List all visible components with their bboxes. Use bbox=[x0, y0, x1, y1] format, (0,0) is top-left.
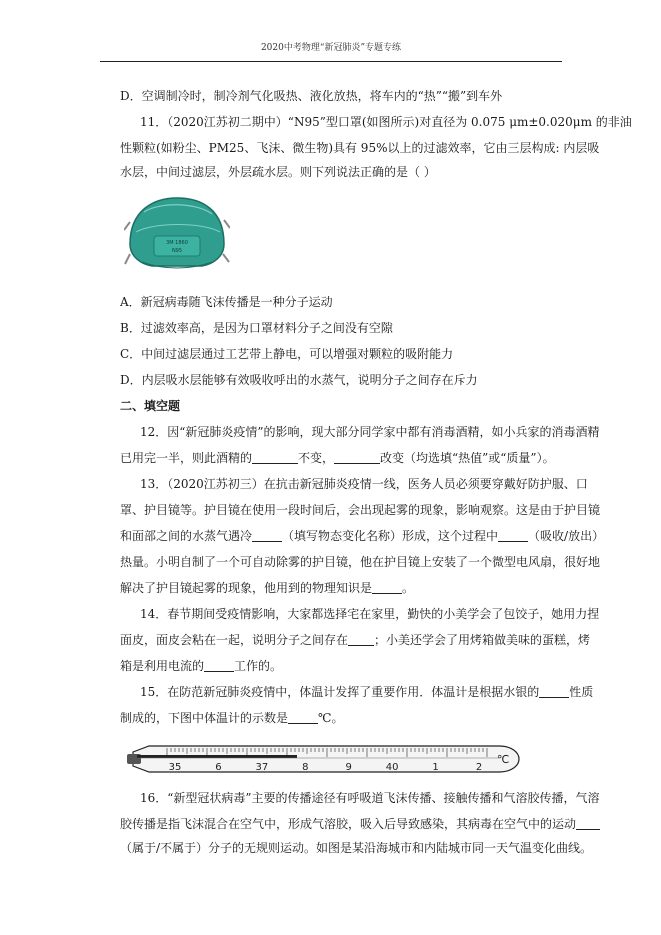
q11-stem-line2: 性颗粒(如粉尘、PM25、飞沫、微生物)具有 95%以上的过滤效率，它由三层构成: 内层吸 bbox=[120, 141, 600, 155]
q13-blank-3[interactable] bbox=[372, 581, 402, 594]
q12-text-b: 不变， bbox=[298, 451, 335, 465]
q15-blank-1[interactable] bbox=[539, 685, 569, 698]
q13-line3 bbox=[120, 528, 605, 544]
q16-line2 bbox=[120, 816, 577, 832]
q13-text-a: 和面部之间的水蒸气遇冷 bbox=[120, 529, 253, 543]
q15-text-c: 制成的，下图中体温计的示数是 bbox=[120, 711, 289, 725]
q11-stem-line1: 11．（2020江苏初二期中）“N95”型口罩(如图所示)对直径为 0.075 μm±0.020μm 的非油 bbox=[140, 115, 632, 129]
q14-text-a: 面皮，面皮会粘在一起，说明分子之间存在 bbox=[120, 633, 349, 647]
q13-blank-1[interactable] bbox=[252, 529, 282, 542]
q15-line2 bbox=[120, 710, 560, 726]
q12-text-c: 改变（均选填“热值”或“质量”）。 bbox=[380, 451, 555, 465]
q15-text-b: 性质 bbox=[569, 685, 594, 699]
thermometer-scale-label: 8 bbox=[302, 762, 309, 773]
q14-blank-1[interactable] bbox=[348, 633, 374, 646]
q12-blank-1[interactable] bbox=[252, 451, 298, 464]
q13-line4: 热量。小明自制了一个可自动除雾的护目镜，他在护目镜上安装了一个微型电风扇，很好地 bbox=[120, 555, 601, 569]
section-heading-fill-in: 二、填空题 bbox=[120, 399, 181, 413]
q12-line2 bbox=[120, 450, 560, 466]
q15-text-d: ℃。 bbox=[318, 711, 344, 725]
header-divider bbox=[100, 61, 562, 62]
thermometer-unit-label: ℃ bbox=[497, 753, 510, 766]
q11-option-a: A．新冠病毒随飞沫传播是一种分子运动 bbox=[120, 295, 333, 309]
thermometer-scale-label: 35 bbox=[168, 762, 182, 773]
q13-text-e: 。 bbox=[402, 581, 415, 595]
q16-line1: 16．“新型冠状病毒”主要的传播途径有呼吸道飞沫传播、接触传播和气溶胶传播，气溶 bbox=[140, 791, 600, 805]
q13-text-c: （吸收/放出） bbox=[528, 529, 605, 543]
q11-stem-line3: 水层，中间过滤层，外层疏水层。则下列说法正确的是（ ） bbox=[120, 165, 436, 179]
q14-text-d: 工作的。 bbox=[234, 659, 283, 673]
q16-line3: （属于/不属于）分子的无规则运动。如图是某沿海城市和内陆城市同一天气温变化曲线。 bbox=[120, 841, 593, 855]
q11-option-c: C．中间过滤层通过工艺带上静电，可以增强对颗粒的吸附能力 bbox=[120, 347, 454, 361]
q14-line1: 14．春节期间受疫情影响，大家都选择宅在家里，勤快的小美学会了包饺子，她用力捏 bbox=[140, 607, 600, 621]
q14-line2 bbox=[120, 632, 591, 648]
q11-option-b: B．过滤效率高，是因为口罩材料分子之间没有空隙 bbox=[120, 321, 393, 335]
q14-line3 bbox=[120, 658, 560, 674]
thermometer-scale-label: 9 bbox=[345, 762, 352, 773]
n95-mask-image bbox=[124, 192, 230, 272]
q16-blank-1[interactable] bbox=[576, 817, 600, 830]
q13-text-b: （填写物态变化名称）形成，这个过程中 bbox=[282, 529, 499, 543]
q11-option-d: D．内层吸水层能够有效吸收呼出的水蒸气，说明分子之间存在斥力 bbox=[120, 373, 478, 387]
q16-text-a: 胶传播是指飞沫混合在空气中，形成气溶胶，吸入后导致感染，其病毒在空气中的运动 bbox=[120, 817, 577, 831]
mask-label-model: 3M 1860 bbox=[166, 240, 188, 246]
q13-blank-2[interactable] bbox=[498, 529, 528, 542]
q12-line1: 12．因“新冠肺炎疫情”的影响，现大部分同学家中都有消毒酒精，如小兵家的消毒酒精 bbox=[140, 425, 600, 439]
mask-label-rating: N95 bbox=[171, 248, 183, 254]
q13-line2: 罩、护目镜等。护目镜在使用一段时间后，会出现起雾的现象，影响观察。这是由于护目镜 bbox=[120, 503, 601, 517]
thermometer-image bbox=[127, 740, 522, 778]
page-header: 2020中考物理“新冠肺炎”专题专练 bbox=[260, 43, 402, 53]
q13-line5 bbox=[120, 580, 560, 596]
q13-line1: 13．（2020江苏初三）在抗击新冠肺炎疫情一线，医务人员必须要穿戴好防护服、口 bbox=[140, 477, 588, 491]
thermometer-scale-label: 6 bbox=[215, 762, 222, 773]
thermometer-scale-label: 1 bbox=[432, 762, 439, 773]
q15-text-a: 15．在防范新冠肺炎疫情中，体温计发挥了重要作用．体温计是根据水银的 bbox=[140, 685, 540, 699]
q14-text-c: 箱是利用电流的 bbox=[120, 659, 205, 673]
q13-text-d: 解决了护目镜起雾的现象，他用到的物理知识是 bbox=[120, 581, 373, 595]
thermometer-scale-label: 2 bbox=[475, 762, 483, 773]
q15-blank-2[interactable] bbox=[288, 711, 318, 724]
q14-text-b: ；小美还学会了用烤箱做美味的蛋糕，烤 bbox=[374, 633, 591, 647]
q12-blank-2[interactable] bbox=[334, 451, 380, 464]
q10-option-d: D．空调制冷时，制冷剂气化吸热、液化放热，将车内的“热”“搬”到车外 bbox=[120, 89, 503, 103]
q14-blank-2[interactable] bbox=[204, 659, 234, 672]
thermometer-scale-label: 37 bbox=[255, 762, 269, 773]
thermometer-scale-label: 40 bbox=[385, 762, 399, 773]
q15-line1 bbox=[140, 684, 594, 700]
q12-text-a: 已用完一半，则此酒精的 bbox=[120, 451, 253, 465]
